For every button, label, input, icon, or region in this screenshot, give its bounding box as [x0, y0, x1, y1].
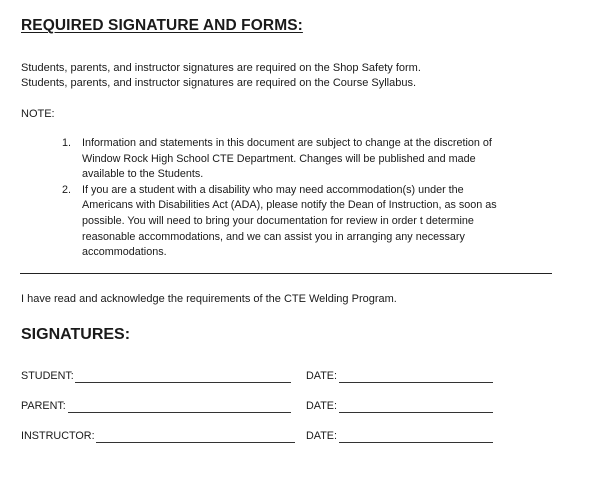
requirement-course-syllabus: Students, parents, and instructor signatures are required on the Course Syllabus.	[21, 77, 417, 89]
note-line: If you are a student with a disability who may need accommodation(s) under the	[82, 183, 464, 196]
instructor-date-line[interactable]	[339, 442, 493, 443]
instructor-signature-line[interactable]	[96, 442, 295, 443]
note-line: possible. You will need to bring your documentation for review in order t determine	[82, 214, 474, 227]
note-line: available to the Students.	[82, 168, 204, 181]
parent-signature-line[interactable]	[68, 412, 291, 413]
signature-label: INSTRUCTOR:	[21, 430, 95, 442]
signature-label: PARENT:	[21, 400, 66, 412]
student-signature-line[interactable]	[75, 382, 291, 383]
signature-label: STUDENT:	[21, 370, 74, 382]
parent-date-line[interactable]	[339, 412, 493, 413]
note-list	[62, 136, 552, 261]
note-item-1	[62, 136, 552, 183]
signature-row-parent	[21, 400, 521, 414]
note-item-2	[62, 183, 552, 261]
student-date-line[interactable]	[339, 382, 493, 383]
requirement-shop-safety: Students, parents, and instructor signatures are required on the Shop Safety form.	[21, 62, 421, 74]
note-number: 2.	[62, 183, 72, 196]
signatures-heading: SIGNATURES:	[21, 326, 131, 343]
date-label: DATE:	[306, 370, 337, 382]
note-label: NOTE:	[21, 108, 55, 120]
note-line: accommodations.	[82, 246, 167, 259]
note-line: reasonable accommodations, and we can assist you in arranging any necessary	[82, 230, 465, 243]
signature-row-student	[21, 370, 521, 384]
date-label: DATE:	[306, 400, 337, 412]
signature-row-instructor	[21, 430, 521, 444]
note-number: 1.	[62, 137, 72, 149]
note-line: Americans with Disabilities Act (ADA), please notify the Dean of Instruction, as soon as	[82, 199, 497, 212]
note-line: Information and statements in this document are subject to change at the discretion of	[82, 137, 492, 149]
horizontal-divider	[20, 273, 552, 274]
section-heading-required-forms: REQUIRED SIGNATURE AND FORMS:	[21, 17, 303, 34]
date-label: DATE:	[306, 430, 337, 442]
note-line: Window Rock High School CTE Department. Changes will be published and made	[82, 152, 476, 165]
acknowledgement-statement: I have read and acknowledge the requirements of the CTE Welding Program.	[21, 293, 397, 305]
